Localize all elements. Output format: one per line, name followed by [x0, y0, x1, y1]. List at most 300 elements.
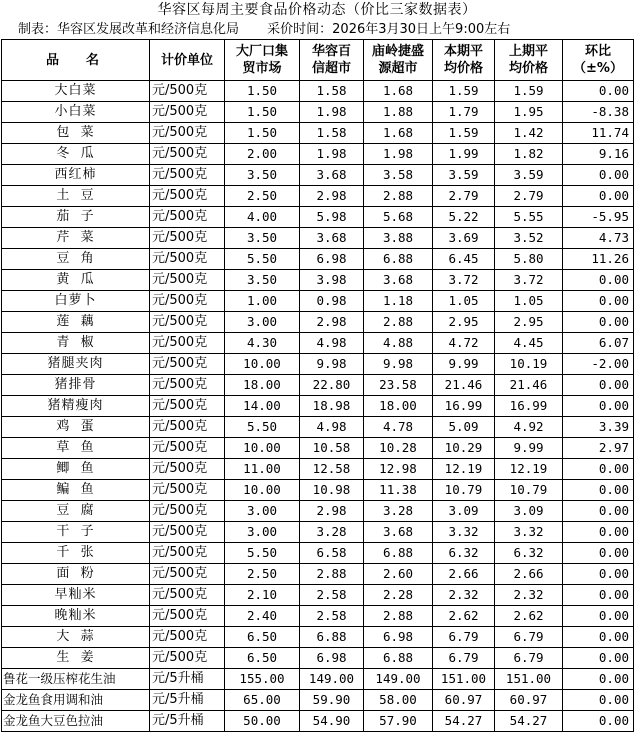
price-current-avg: 54.27 — [433, 711, 495, 732]
price-market-1: 50.00 — [225, 711, 300, 732]
item-name: 大 蒜 — [2, 627, 150, 648]
price-prev-avg: 1.42 — [495, 123, 563, 144]
item-name: 大白菜 — [2, 81, 150, 102]
price-prev-avg: 4.92 — [495, 417, 563, 438]
price-market-3: 4.88 — [364, 333, 433, 354]
price-market-2: 1.58 — [300, 123, 364, 144]
price-market-3: 58.00 — [364, 690, 433, 711]
price-market-1: 3.00 — [225, 501, 300, 522]
price-current-avg: 10.29 — [433, 438, 495, 459]
price-market-3: 2.88 — [364, 606, 433, 627]
price-market-3: 9.98 — [364, 354, 433, 375]
price-current-avg: 12.19 — [433, 459, 495, 480]
price-market-2: 54.90 — [300, 711, 364, 732]
table-row — [2, 270, 634, 291]
price-market-3: 6.88 — [364, 249, 433, 270]
price-market-3: 3.58 — [364, 165, 433, 186]
item-name: 金龙鱼食用调和油 — [2, 690, 150, 711]
item-unit: 元/500克 — [150, 354, 225, 375]
table-row — [2, 123, 634, 144]
price-market-3: 11.38 — [364, 480, 433, 501]
price-market-3: 18.00 — [364, 396, 433, 417]
price-market-1: 2.50 — [225, 186, 300, 207]
item-unit: 元/500克 — [150, 123, 225, 144]
header-prev-avg-line2: 均价格 — [508, 61, 548, 76]
table-row — [2, 417, 634, 438]
price-market-3: 3.88 — [364, 228, 433, 249]
item-name: 青 椒 — [2, 333, 150, 354]
price-current-avg: 1.59 — [433, 123, 495, 144]
table-row — [2, 459, 634, 480]
table-row — [2, 207, 634, 228]
item-unit: 元/500克 — [150, 291, 225, 312]
item-unit: 元/500克 — [150, 438, 225, 459]
price-market-3: 1.98 — [364, 144, 433, 165]
header-market-3-line1: 庙岭捷盛 — [371, 44, 424, 59]
price-market-1: 155.00 — [225, 669, 300, 690]
price-current-avg: 3.59 — [433, 165, 495, 186]
price-market-2: 0.98 — [300, 291, 364, 312]
price-ratio: 0.00 — [563, 312, 634, 333]
item-name: 冬 瓜 — [2, 144, 150, 165]
price-market-3: 10.28 — [364, 438, 433, 459]
price-market-2: 3.98 — [300, 270, 364, 291]
price-ratio: 11.26 — [563, 249, 634, 270]
header-market-1-line1: 大厂口集 — [235, 44, 288, 59]
price-market-3: 2.60 — [364, 564, 433, 585]
price-market-3: 57.90 — [364, 711, 433, 732]
price-market-3: 6.88 — [364, 543, 433, 564]
price-market-3: 1.68 — [364, 81, 433, 102]
item-name: 黄 瓜 — [2, 270, 150, 291]
price-current-avg: 4.72 — [433, 333, 495, 354]
price-market-1: 6.50 — [225, 648, 300, 669]
price-market-2: 12.58 — [300, 459, 364, 480]
header-name — [2, 40, 150, 81]
item-name: 鲁花一级压榨花生油 — [2, 669, 150, 690]
price-prev-avg: 3.32 — [495, 522, 563, 543]
item-unit: 元/500克 — [150, 81, 225, 102]
item-unit: 元/500克 — [150, 417, 225, 438]
header-row — [2, 40, 634, 81]
price-market-3: 1.18 — [364, 291, 433, 312]
price-market-2: 18.98 — [300, 396, 364, 417]
price-current-avg: 3.32 — [433, 522, 495, 543]
header-market-2-line2: 信超市 — [311, 61, 351, 76]
price-market-2: 6.98 — [300, 249, 364, 270]
price-market-1: 18.00 — [225, 375, 300, 396]
item-unit: 元/500克 — [150, 102, 225, 123]
price-market-2: 3.28 — [300, 522, 364, 543]
price-current-avg: 60.97 — [433, 690, 495, 711]
price-market-2: 22.80 — [300, 375, 364, 396]
price-market-3: 2.88 — [364, 186, 433, 207]
price-market-1: 4.00 — [225, 207, 300, 228]
header-prev-avg — [495, 40, 563, 81]
table-row — [2, 396, 634, 417]
price-ratio: 0.00 — [563, 165, 634, 186]
item-name: 莲 藕 — [2, 312, 150, 333]
table-row — [2, 690, 634, 711]
price-current-avg: 3.69 — [433, 228, 495, 249]
sheet-meta — [0, 20, 634, 39]
price-prev-avg: 2.79 — [495, 186, 563, 207]
price-current-avg: 2.79 — [433, 186, 495, 207]
item-unit: 元/5升桶 — [150, 711, 225, 732]
price-market-1: 2.50 — [225, 564, 300, 585]
table-row — [2, 606, 634, 627]
price-market-1: 10.00 — [225, 438, 300, 459]
price-market-3: 149.00 — [364, 669, 433, 690]
table-body — [2, 81, 634, 732]
price-ratio: 0.00 — [563, 375, 634, 396]
price-market-1: 1.50 — [225, 102, 300, 123]
price-market-1: 2.00 — [225, 144, 300, 165]
price-ratio: 0.00 — [563, 270, 634, 291]
item-unit: 元/500克 — [150, 333, 225, 354]
price-ratio: 0.00 — [563, 522, 634, 543]
price-table — [1, 39, 634, 732]
price-market-1: 2.10 — [225, 585, 300, 606]
price-prev-avg: 21.46 — [495, 375, 563, 396]
price-prev-avg: 6.32 — [495, 543, 563, 564]
header-market-1 — [225, 40, 300, 81]
price-market-1: 6.50 — [225, 627, 300, 648]
item-name: 鸡 蛋 — [2, 417, 150, 438]
price-prev-avg: 10.79 — [495, 480, 563, 501]
price-market-2: 1.98 — [300, 144, 364, 165]
table-row — [2, 249, 634, 270]
price-market-2: 1.98 — [300, 102, 364, 123]
item-unit: 元/500克 — [150, 480, 225, 501]
price-market-1: 3.50 — [225, 270, 300, 291]
price-prev-avg: 2.66 — [495, 564, 563, 585]
price-market-1: 3.00 — [225, 312, 300, 333]
price-market-2: 3.68 — [300, 165, 364, 186]
item-unit: 元/500克 — [150, 165, 225, 186]
price-ratio: -2.00 — [563, 354, 634, 375]
item-name: 草 鱼 — [2, 438, 150, 459]
item-unit: 元/500克 — [150, 270, 225, 291]
price-ratio: 0.00 — [563, 711, 634, 732]
price-ratio: 0.00 — [563, 627, 634, 648]
price-market-1: 1.50 — [225, 123, 300, 144]
item-unit: 元/500克 — [150, 375, 225, 396]
price-market-2: 5.98 — [300, 207, 364, 228]
price-market-1: 5.50 — [225, 543, 300, 564]
header-name-text: 品 名 — [45, 52, 106, 68]
item-name: 金龙鱼大豆色拉油 — [2, 711, 150, 732]
price-market-3: 1.68 — [364, 123, 433, 144]
price-market-1: 4.30 — [225, 333, 300, 354]
header-ratio — [563, 40, 634, 81]
header-market-3-line2: 源超市 — [378, 61, 418, 76]
price-market-3: 1.88 — [364, 102, 433, 123]
header-market-3 — [364, 40, 433, 81]
price-prev-avg: 5.55 — [495, 207, 563, 228]
table-row — [2, 228, 634, 249]
header-market-2 — [300, 40, 364, 81]
price-prev-avg: 3.59 — [495, 165, 563, 186]
price-prev-avg: 151.00 — [495, 669, 563, 690]
price-current-avg: 6.79 — [433, 627, 495, 648]
header-market-1-line2: 贸市场 — [242, 61, 282, 76]
price-ratio: 0.00 — [563, 648, 634, 669]
price-market-2: 4.98 — [300, 417, 364, 438]
item-name: 茄 子 — [2, 207, 150, 228]
price-market-3: 12.98 — [364, 459, 433, 480]
price-market-2: 149.00 — [300, 669, 364, 690]
price-ratio: 0.00 — [563, 459, 634, 480]
price-market-3: 2.28 — [364, 585, 433, 606]
price-market-2: 2.98 — [300, 312, 364, 333]
header-current-avg — [433, 40, 495, 81]
price-market-3: 5.68 — [364, 207, 433, 228]
price-ratio: 0.00 — [563, 186, 634, 207]
price-current-avg: 9.99 — [433, 354, 495, 375]
item-unit: 元/5升桶 — [150, 690, 225, 711]
price-current-avg: 2.95 — [433, 312, 495, 333]
price-ratio: 6.07 — [563, 333, 634, 354]
item-unit: 元/500克 — [150, 249, 225, 270]
price-prev-avg: 6.79 — [495, 648, 563, 669]
item-name: 早籼米 — [2, 585, 150, 606]
price-market-2: 1.58 — [300, 81, 364, 102]
header-unit: 计价单位 — [150, 40, 225, 81]
header-current-avg-line2: 均价格 — [443, 61, 483, 76]
price-ratio: 0.00 — [563, 669, 634, 690]
table-row — [2, 291, 634, 312]
item-unit: 元/500克 — [150, 585, 225, 606]
price-current-avg: 3.09 — [433, 501, 495, 522]
price-market-3: 6.98 — [364, 627, 433, 648]
price-prev-avg: 9.99 — [495, 438, 563, 459]
table-row — [2, 165, 634, 186]
price-prev-avg: 5.80 — [495, 249, 563, 270]
table-row — [2, 711, 634, 732]
item-unit: 元/500克 — [150, 501, 225, 522]
price-market-1: 1.00 — [225, 291, 300, 312]
compiler-label: 制表：华容区发展改革和经济信息化局 — [18, 22, 240, 37]
price-market-3: 23.58 — [364, 375, 433, 396]
table-row — [2, 501, 634, 522]
price-market-1: 1.50 — [225, 81, 300, 102]
price-prev-avg: 60.97 — [495, 690, 563, 711]
price-market-1: 3.50 — [225, 165, 300, 186]
price-ratio: 2.97 — [563, 438, 634, 459]
item-name: 鳊 鱼 — [2, 480, 150, 501]
item-name: 猪排骨 — [2, 375, 150, 396]
price-ratio: 11.74 — [563, 123, 634, 144]
item-unit: 元/5升桶 — [150, 669, 225, 690]
sheet-title: 华容区每周主要食品价格动态（价比三家数据表） — [157, 2, 477, 18]
price-prev-avg: 10.19 — [495, 354, 563, 375]
price-market-3: 3.28 — [364, 501, 433, 522]
price-market-2: 3.68 — [300, 228, 364, 249]
price-current-avg: 1.99 — [433, 144, 495, 165]
item-unit: 元/500克 — [150, 606, 225, 627]
table-row — [2, 354, 634, 375]
item-unit: 元/500克 — [150, 648, 225, 669]
item-name: 包 菜 — [2, 123, 150, 144]
price-market-2: 4.98 — [300, 333, 364, 354]
price-current-avg: 1.79 — [433, 102, 495, 123]
price-current-avg: 1.59 — [433, 81, 495, 102]
price-ratio: 4.73 — [563, 228, 634, 249]
price-ratio: 0.00 — [563, 396, 634, 417]
item-name: 白萝卜 — [2, 291, 150, 312]
table-row — [2, 543, 634, 564]
table-row — [2, 522, 634, 543]
price-market-1: 10.00 — [225, 480, 300, 501]
price-current-avg: 151.00 — [433, 669, 495, 690]
price-prev-avg: 1.82 — [495, 144, 563, 165]
item-name: 西红柿 — [2, 165, 150, 186]
price-market-2: 6.88 — [300, 627, 364, 648]
price-current-avg: 5.22 — [433, 207, 495, 228]
item-unit: 元/500克 — [150, 522, 225, 543]
table-row — [2, 585, 634, 606]
price-market-3: 4.78 — [364, 417, 433, 438]
table-row — [2, 438, 634, 459]
price-market-1: 10.00 — [225, 354, 300, 375]
item-unit: 元/500克 — [150, 627, 225, 648]
price-current-avg: 5.09 — [433, 417, 495, 438]
price-prev-avg: 2.32 — [495, 585, 563, 606]
price-market-2: 2.58 — [300, 606, 364, 627]
price-market-3: 3.68 — [364, 270, 433, 291]
item-name: 芹 菜 — [2, 228, 150, 249]
item-name: 鲫 鱼 — [2, 459, 150, 480]
item-unit: 元/500克 — [150, 207, 225, 228]
price-market-3: 6.88 — [364, 648, 433, 669]
item-name: 千 张 — [2, 543, 150, 564]
price-market-1: 5.50 — [225, 249, 300, 270]
price-market-3: 2.88 — [364, 312, 433, 333]
price-market-1: 5.50 — [225, 417, 300, 438]
price-ratio: -8.38 — [563, 102, 634, 123]
price-ratio: 0.00 — [563, 585, 634, 606]
price-current-avg: 6.45 — [433, 249, 495, 270]
header-current-avg-line1: 本期平 — [443, 44, 483, 59]
item-unit: 元/500克 — [150, 144, 225, 165]
price-prev-avg: 16.99 — [495, 396, 563, 417]
table-row — [2, 186, 634, 207]
price-prev-avg: 4.45 — [495, 333, 563, 354]
table-row — [2, 312, 634, 333]
price-market-2: 10.98 — [300, 480, 364, 501]
item-name: 小白菜 — [2, 102, 150, 123]
price-market-3: 3.68 — [364, 522, 433, 543]
price-current-avg: 2.62 — [433, 606, 495, 627]
table-row — [2, 144, 634, 165]
price-ratio: 3.39 — [563, 417, 634, 438]
price-market-2: 59.90 — [300, 690, 364, 711]
item-name: 猪腿夹肉 — [2, 354, 150, 375]
item-unit: 元/500克 — [150, 396, 225, 417]
table-row — [2, 480, 634, 501]
price-ratio: 0.00 — [563, 690, 634, 711]
price-prev-avg: 3.72 — [495, 270, 563, 291]
item-unit: 元/500克 — [150, 459, 225, 480]
price-current-avg: 2.66 — [433, 564, 495, 585]
price-current-avg: 3.72 — [433, 270, 495, 291]
price-prev-avg: 3.52 — [495, 228, 563, 249]
item-name: 豆 角 — [2, 249, 150, 270]
item-unit: 元/500克 — [150, 564, 225, 585]
price-current-avg: 21.46 — [433, 375, 495, 396]
price-prev-avg: 2.95 — [495, 312, 563, 333]
price-prev-avg: 1.59 — [495, 81, 563, 102]
price-current-avg: 6.32 — [433, 543, 495, 564]
price-prev-avg: 2.62 — [495, 606, 563, 627]
item-name: 晚籼米 — [2, 606, 150, 627]
header-ratio-line2: （±%） — [573, 61, 623, 76]
price-ratio: 9.16 — [563, 144, 634, 165]
price-current-avg: 1.05 — [433, 291, 495, 312]
price-ratio: 0.00 — [563, 291, 634, 312]
table-row — [2, 81, 634, 102]
price-current-avg: 16.99 — [433, 396, 495, 417]
price-market-2: 6.98 — [300, 648, 364, 669]
collection-time: 采价时间：2026年3月30日上午9:00左右 — [267, 22, 511, 37]
price-market-2: 6.58 — [300, 543, 364, 564]
item-name: 面 粉 — [2, 564, 150, 585]
price-market-1: 14.00 — [225, 396, 300, 417]
price-ratio: 0.00 — [563, 501, 634, 522]
price-market-2: 2.58 — [300, 585, 364, 606]
price-ratio: 0.00 — [563, 564, 634, 585]
table-row — [2, 564, 634, 585]
header-market-2-line1: 华容百 — [311, 44, 351, 59]
item-unit: 元/500克 — [150, 312, 225, 333]
price-current-avg: 6.79 — [433, 648, 495, 669]
price-market-1: 3.50 — [225, 228, 300, 249]
item-name: 豆 腐 — [2, 501, 150, 522]
price-market-2: 10.58 — [300, 438, 364, 459]
item-name: 猪精瘦肉 — [2, 396, 150, 417]
price-ratio: 0.00 — [563, 543, 634, 564]
price-current-avg: 10.79 — [433, 480, 495, 501]
table-row — [2, 375, 634, 396]
item-name: 土 豆 — [2, 186, 150, 207]
header-ratio-line1: 环比 — [584, 44, 611, 59]
price-market-2: 2.88 — [300, 564, 364, 585]
price-current-avg: 2.32 — [433, 585, 495, 606]
price-ratio: 0.00 — [563, 606, 634, 627]
item-unit: 元/500克 — [150, 543, 225, 564]
price-market-2: 2.98 — [300, 501, 364, 522]
table-row — [2, 648, 634, 669]
item-name: 干 子 — [2, 522, 150, 543]
price-prev-avg: 1.95 — [495, 102, 563, 123]
price-ratio: 0.00 — [563, 81, 634, 102]
price-ratio: 0.00 — [563, 480, 634, 501]
table-row — [2, 627, 634, 648]
price-prev-avg: 3.09 — [495, 501, 563, 522]
price-market-2: 2.98 — [300, 186, 364, 207]
price-market-2: 9.98 — [300, 354, 364, 375]
price-prev-avg: 6.79 — [495, 627, 563, 648]
price-market-1: 3.00 — [225, 522, 300, 543]
price-market-1: 2.40 — [225, 606, 300, 627]
price-market-1: 11.00 — [225, 459, 300, 480]
table-row — [2, 333, 634, 354]
item-unit: 元/500克 — [150, 228, 225, 249]
item-name: 生 姜 — [2, 648, 150, 669]
price-market-1: 65.00 — [225, 690, 300, 711]
price-prev-avg: 54.27 — [495, 711, 563, 732]
